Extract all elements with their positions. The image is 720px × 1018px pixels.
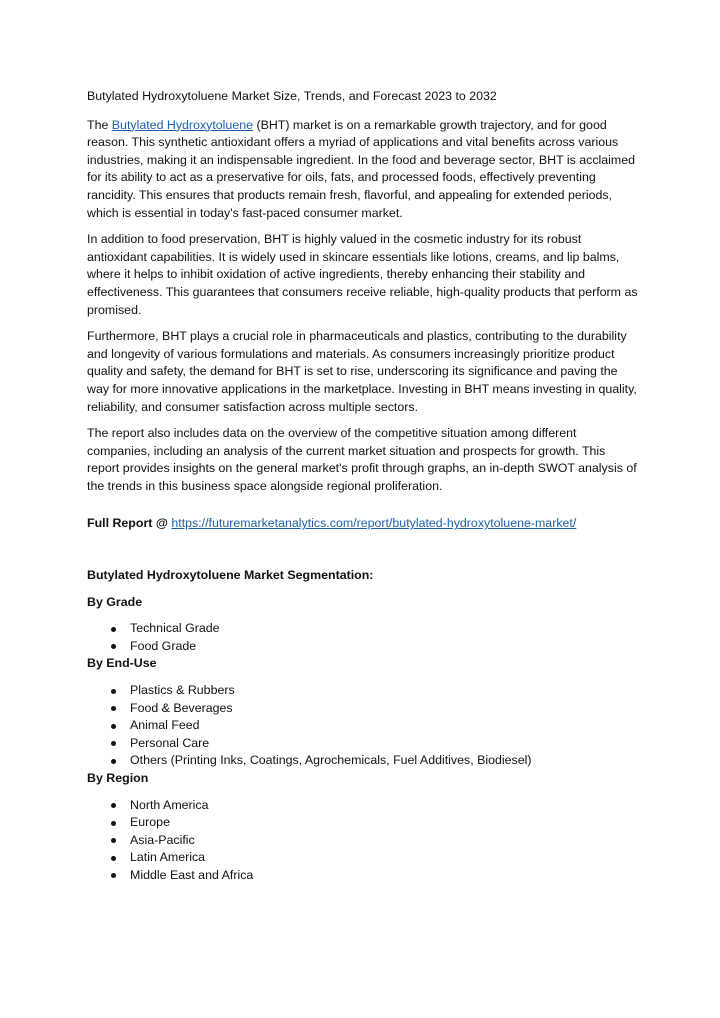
list-item (87, 620, 640, 638)
intro-rest: (BHT) market is on a remarkable growth trajectory, and for good reason. This synthetic antioxidant offers a myriad of applications and vital benefits across various industries, making it an indispensable ingredient. In the food and beverage sector, BHT is acclaimed for its ability to act as a preservative for oils, fats, and processed foods, effectively preventing rancidity. This ensures that products remain fresh, flavorful, and appealing for extended periods, which is essential in today's fast-paced consumer market. (87, 117, 636, 220)
segmentation-title: Butylated Hydroxytoluene Market Segmentation: (87, 568, 374, 583)
list-item-label: Animal Feed (130, 718, 200, 733)
group-title-region: By Region (87, 771, 149, 785)
bullet-icon (111, 724, 116, 729)
list-item-label: Europe (130, 815, 170, 830)
grade-list (87, 620, 640, 655)
list-item-label: Technical Grade (130, 621, 220, 636)
list-item (87, 682, 640, 700)
group-title-end-use: By End-Use (87, 656, 157, 671)
intro-prefix: The (87, 117, 112, 132)
list-item (87, 717, 640, 735)
bullet-icon (111, 706, 116, 711)
list-item-label: Food Grade (130, 638, 197, 653)
bullet-icon (111, 803, 116, 808)
bullet-icon (111, 689, 116, 694)
list-item-label: Others (Printing Inks, Coatings, Agrochemicals, Fuel Additives, Biodiesel) (130, 753, 532, 768)
full-report-label: Full Report @ (87, 516, 172, 531)
list-item-label: Middle East and Africa (130, 867, 254, 882)
list-item-label: Personal Care (130, 735, 210, 750)
intro-paragraph (87, 117, 640, 223)
list-item-label: Food & Beverages (130, 700, 233, 715)
bullet-icon (111, 627, 116, 632)
full-report-line (87, 515, 640, 533)
list-item-label: North America (130, 797, 209, 812)
list-item (87, 814, 640, 832)
group-title-grade: By Grade (87, 594, 143, 609)
pharma-paragraph: Furthermore, BHT plays a crucial role in pharmaceuticals and plastics, contributing to the durability and longevity of various formulations and materials. As consumers increasingly prioritize product quality and safety, the demand for BHT is set to rise, underscoring its significance and paving the way for more innovative applications in the marketplace. Investing in BHT means investing in quality, reliability, and consumer satisfaction across multiple sectors. (87, 329, 637, 414)
list-item (87, 700, 640, 718)
bullet-icon (111, 644, 116, 649)
list-item-label: Plastics & Rubbers (130, 683, 235, 698)
document-title: Butylated Hydroxytoluene Market Size, Trends, and Forecast 2023 to 2032 (87, 89, 497, 103)
list-item (87, 752, 640, 770)
bullet-icon (111, 838, 116, 843)
bullet-icon (111, 873, 116, 878)
bullet-icon (111, 821, 116, 826)
bullet-icon (111, 759, 116, 764)
bht-link[interactable]: Butylated Hydroxytoluene (111, 117, 253, 132)
cosmetic-paragraph: In addition to food preservation, BHT is highly valued in the cosmetic industry for its robust antioxidant capabilities. It is widely used in skincare essentials like lotions, creams, and lip balms, where it helps to inhibit oxidation of active ingredients, thereby enhancing their stability and effectiveness. This guarantees that consumers receive reliable, high-quality products that perform as promised. (87, 232, 638, 317)
bullet-icon (111, 856, 116, 861)
report-paragraph: The report also includes data on the overview of the competitive situation among different companies, including an analysis of the current market situation and prospects for growth. This report provides insights on the general market's profit through graphs, an in-depth SWOT analysis of the trends in this business space alongside regional proliferation. (87, 426, 637, 493)
region-list (87, 797, 640, 885)
bullet-icon (111, 741, 116, 746)
list-item (87, 849, 640, 867)
list-item (87, 638, 640, 656)
list-item-label: Latin America (130, 850, 206, 865)
list-item (87, 867, 640, 885)
list-item-label: Asia-Pacific (130, 832, 195, 847)
list-item (87, 735, 640, 753)
full-report-link[interactable]: https://futuremarketanalytics.com/report/butylated-hydroxytoluene-market/ (171, 516, 577, 531)
list-item (87, 832, 640, 850)
list-item (87, 797, 640, 815)
end-use-list (87, 682, 640, 770)
